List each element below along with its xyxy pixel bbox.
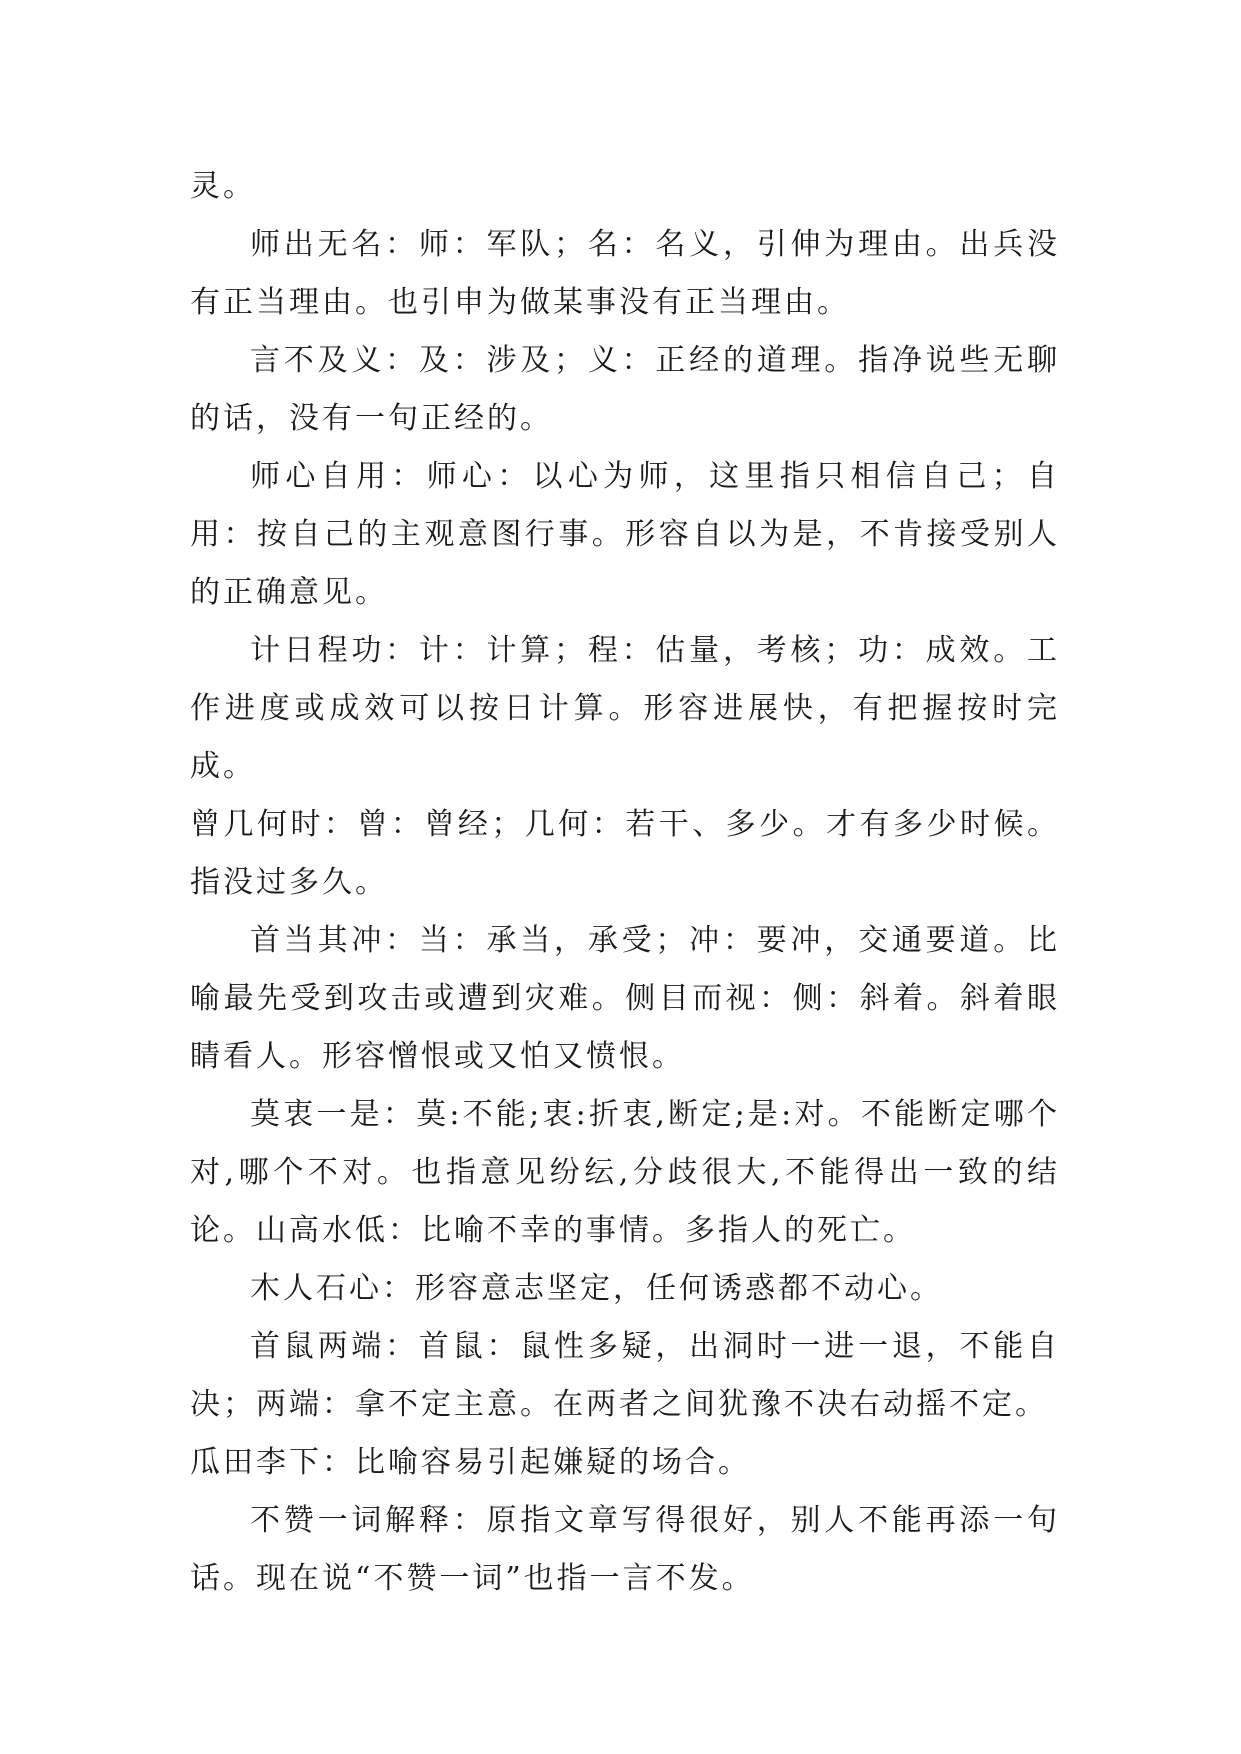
paragraph: 首当其冲：当：承当，承受；冲：要冲，交通要道。比喻最先受到攻击或遭到灾难。侧目而视：侧：斜着。斜着眼睛看人。形容憎恨或又怕又愤恨。 [190,923,1060,1074]
paragraph: 言不及义：及：涉及；义：正经的道理。指净说些无聊的话，没有一句正经的。 [190,343,1060,436]
document-body [190,158,1060,1608]
paragraph: 木人石心：形容意志坚定，任何诱惑都不动心。 [250,1271,943,1306]
paragraph: 灵。 [190,169,256,204]
paragraph: 师出无名：师：军队；名：名义，引伸为理由。出兵没有正当理由。也引申为做某事没有正当理由。 [190,227,1060,320]
paragraph: 莫衷一是：莫:不能;衷:折衷,断定;是:对。不能断定哪个对,哪个不对。也指意见纷纭,分歧很大,不能得出一致的结论。山高水低：比喻不幸的事情。多指人的死亡。 [190,1097,1060,1248]
paragraph: 瓜田李下：比喻容易引起嫌疑的场合。 [190,1445,751,1480]
paragraph: 计日程功：计：计算；程：估量，考核；功：成效。工作进度或成效可以按日计算。形容进展快，有把握按时完成。 [190,633,1060,784]
paragraph: 师心自用：师心：以心为师，这里指只相信自己；自用：按自己的主观意图行事。形容自以为是，不肯接受别人的正确意见。 [190,459,1060,610]
paragraph: 不赞一词解释：原指文章写得很好，别人不能再添一句话。现在说“不赞一词”也指一言不发。 [190,1503,1060,1596]
paragraph: 曾几何时：曾：曾经；几何：若干、多少。才有多少时候。指没过多久。 [190,807,1060,900]
paragraph: 首鼠两端：首鼠：鼠性多疑，出洞时一进一退，不能自决；两端：拿不定主意。在两者之间犹豫不决右动摇不定。 [190,1329,1060,1422]
